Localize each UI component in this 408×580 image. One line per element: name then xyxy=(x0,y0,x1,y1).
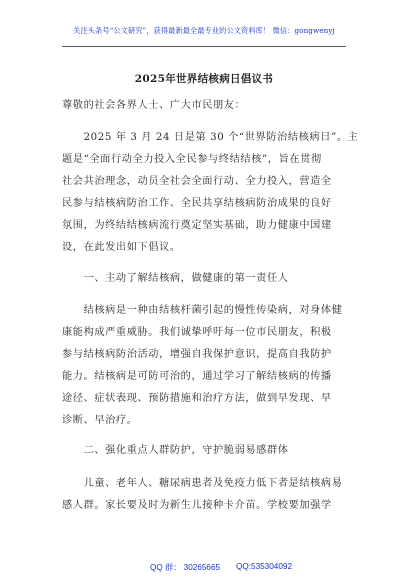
text-line: 参与结核病防治活动，增强自我保护意识，提高自我防护 xyxy=(62,349,332,360)
text-line: 题是“全面行动全力投入全民参与终结结核”，旨在贯彻 xyxy=(62,154,322,165)
document-title: 2025年世界结核病日倡议书 xyxy=(134,73,274,85)
text-line: 尊敬的社会各界人士、广大市民朋友： xyxy=(62,100,246,111)
text-line: 诊断、早治疗。 xyxy=(62,415,138,426)
text-line: 2025 年 3 月 24 日是第 30 个“世界防治结核病日”。主 xyxy=(62,132,359,143)
text-line: 感人群。家长要及时为新生儿接种卡介苗。学校要加强学 xyxy=(62,500,332,511)
text-line: 设，在此发出如下倡议。 xyxy=(62,242,181,253)
text-line: 氛围，为终结结核病流行奠定坚实基础，助力健康中国建 xyxy=(62,220,332,231)
text-line: 二、强化重点人群防护，守护脆弱易感群体 xyxy=(62,445,289,456)
header-banner: 关注头条号“公文研究”，获得最新最全最专业的公文资料库！ 微信：gongwenyj xyxy=(73,26,335,35)
text-line: 途径、症状表现、预防措施和治疗方法，做到早发现、早 xyxy=(62,393,332,404)
text-line: 一、主动了解结核病，做健康的第一责任人 xyxy=(62,273,289,284)
text-line: 社会共治理念，动员全社会全面行动、全力投入，营造全 xyxy=(62,176,332,187)
qq-contact-text: QQ:535304092 xyxy=(236,562,292,571)
text-line: 民参与结核病防治工作、全民共享结核病防治成果的良好 xyxy=(62,198,332,209)
qq-group-text: QQ 群： 30265665 xyxy=(150,563,221,572)
text-line: 结核病是一种由结核杆菌引起的慢性传染病，对身体健 xyxy=(62,305,343,316)
text-line: 康能构成严重威胁。我们诚挚呼吁每一位市民朋友，积极 xyxy=(62,327,332,338)
text-line: 儿童、老年人、糖尿病患者及免疫力低下者是结核病易 xyxy=(62,478,343,489)
text-line: 能力。结核病是可防可治的，通过学习了解结核病的传播 xyxy=(62,371,332,382)
header-divider xyxy=(62,46,346,47)
footer xyxy=(0,562,408,576)
